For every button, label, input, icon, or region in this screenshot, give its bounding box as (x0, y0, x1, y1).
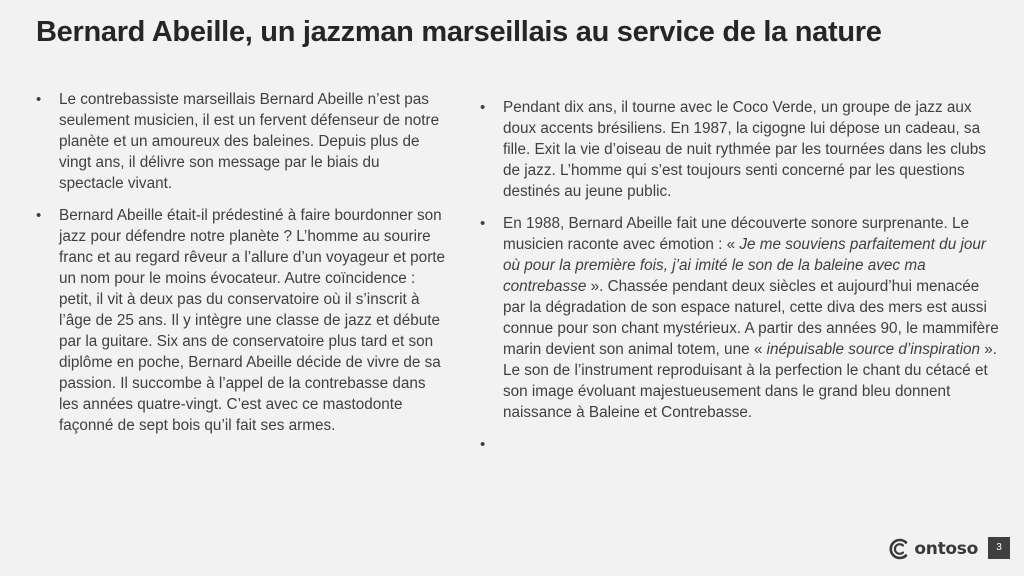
bullet-text: ». Chassée pendant deux siècles et aujourd’hui menacée par la dégradation de son espace naturel, cette diva des mers est aussi connue pour son chant mystérieux. A partir des années 90, le mammifère marin devient son animal totem, une « (503, 278, 999, 358)
quote-text: Je me souviens parfaitement du jour où pour la première fois, j’ai imité le son de la baleine avec ma contrebasse (503, 236, 986, 295)
slide-title: Bernard Abeille, un jazzman marseillais au service de la nature (36, 16, 882, 48)
bullet-item: • Le contrebassiste marseillais Bernard Abeille n’est pas seulement musicien, il est un fervent défenseur de notre planète et un amoureux des baleines. Depuis plus de vingt ans, il délivre son message par le biais du spectacle vivant. (36, 89, 446, 194)
right-bullet-list (480, 97, 1000, 466)
bullet-text: ». Le son de l’instrument reproduisant à la perfection le chant du cétacé et son image évoluant majestueusement dans le grand bleu donnent naissance à Baleine et Contrebasse. (503, 341, 998, 421)
logo-text: ontoso (914, 539, 978, 559)
left-bullet-list (36, 89, 446, 447)
bullet-item: • Pendant dix ans, il tourne avec le Coco Verde, un groupe de jazz aux doux accents brésiliens. En 1987, la cigogne lui dépose un cadeau, sa fille. Exit la vie d’oiseau de nuit rythmée par les tournées dans les clubs de jazz. L’homme qui s’est toujours senti concerné par les questions destinés au jeune public. (480, 97, 1000, 202)
page-number-badge: 3 (988, 537, 1010, 559)
bullet-text: En 1988, Bernard Abeille fait une découverte sonore surprenante. Le musicien raconte avec émotion : « (503, 215, 970, 253)
contoso-logo-icon (886, 536, 912, 562)
bullet-item (480, 213, 1000, 423)
empty-bullet-item (480, 434, 1000, 455)
bullet-item: • Bernard Abeille était-il prédestiné à faire bourdonner son jazz pour défendre notre planète ? L’homme au sourire franc et au regard rêveur a l’allure d’un voyageur et porte un nom pour le moins évocateur. Autre coïncidence : petit, il vit à deux pas du conservatoire où il s’inscrit à l’âge de 25 ans. Il y intègre une classe de jazz et débute par la guitare. Six ans de conservatoire plus tard et son diplôme en poche, Bernard Abeille décide de vivre de sa passion. Il succombe à l’appel de la contrebasse dans les années quatre-vingt. C’est avec ce mastodonte façonné de sept bois qu’il fait ses armes. (36, 205, 446, 436)
quote-text: inépuisable source d’inspiration (766, 341, 981, 358)
contoso-logo (886, 536, 978, 562)
